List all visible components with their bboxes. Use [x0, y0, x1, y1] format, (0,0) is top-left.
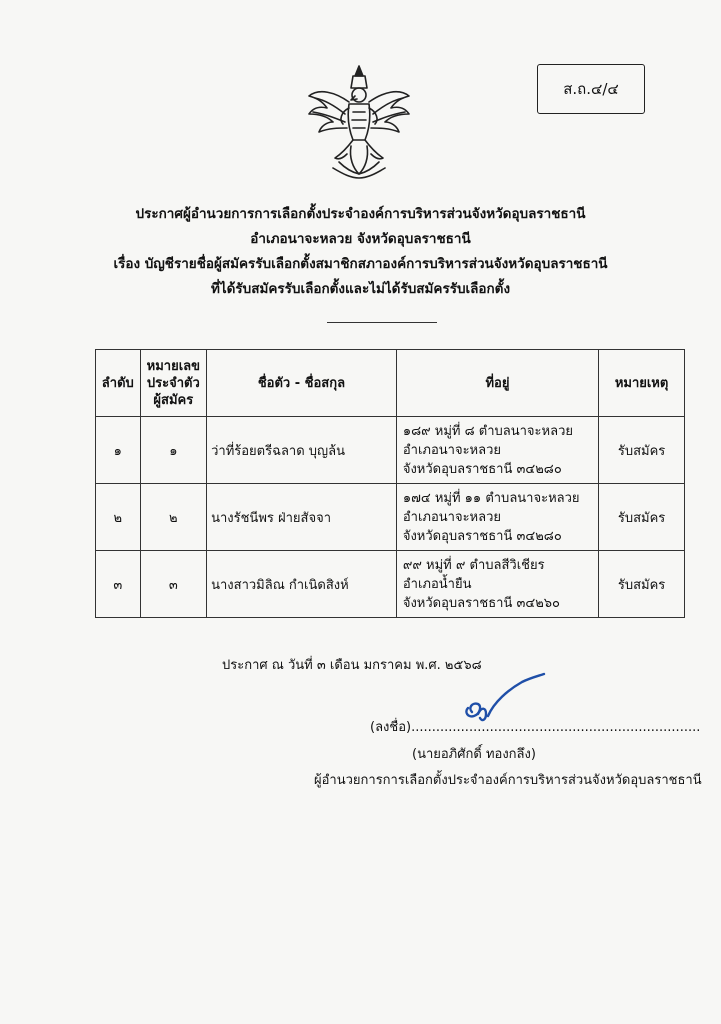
header-address: ที่อยู่ — [396, 350, 598, 417]
address-line-2: อำเภอนาจะหลวย — [402, 509, 502, 525]
heading-line-2: อำเภอนาจะหลวย จังหวัดอุบลราชธานี — [250, 231, 471, 247]
row-order: ๑ — [96, 417, 141, 484]
row-address — [396, 551, 598, 618]
heading-line-3: เรื่อง บัญชีรายชื่อผู้สมัครรับเลือกตั้งสมาชิกสภาองค์การบริหารส่วนจังหวัดอุบลราชธานี — [113, 256, 608, 272]
document-code-box — [537, 64, 645, 114]
address-line-3: จังหวัดอุบลราชธานี ๓๔๒๘๐ — [402, 528, 562, 544]
row-address — [396, 417, 598, 484]
address-line-2: อำเภอน้ำยืน — [402, 576, 472, 592]
row-note: รับสมัคร — [599, 551, 685, 618]
header-order: ลำดับ — [96, 350, 141, 417]
garuda-emblem-icon — [305, 62, 413, 180]
signer-name: (นายอภิศักดิ์ ทองกลึง) — [412, 747, 536, 762]
document-code: ส.ถ.๔/๔ — [563, 80, 619, 98]
row-name: นางรัชนีพร ฝ่ายสัจจา — [207, 484, 397, 551]
announcement-heading — [100, 202, 621, 302]
signer-title: ผู้อำนวยการการเลือกตั้งประจำองค์การบริหารส่วนจังหวัดอุบลราชธานี — [314, 773, 702, 788]
announcement-date: ประกาศ ณ วันที่ ๓ เดือน มกราคม พ.ศ. ๒๕๖๘ — [222, 658, 482, 673]
row-order: ๒ — [96, 484, 141, 551]
header-note: หมายเหตุ — [599, 350, 685, 417]
header-candidate-number — [140, 350, 207, 417]
address-line-2: อำเภอนาจะหลวย — [402, 442, 502, 458]
heading-divider — [327, 322, 437, 323]
address-line-1: ๑๘๙ หมู่ที่ ๘ ตำบลนาจะหลวย — [402, 423, 573, 439]
table-row — [96, 484, 685, 551]
address-line-1: ๙๙ หมู่ที่ ๙ ตำบลสีวิเชียร — [402, 557, 545, 573]
candidate-table — [95, 349, 685, 618]
row-candidate-number: ๑ — [140, 417, 207, 484]
header-name: ชื่อตัว - ชื่อสกุล — [207, 350, 397, 417]
header-number-line-3: ผู้สมัคร — [153, 392, 194, 408]
address-line-3: จังหวัดอุบลราชธานี ๓๔๒๖๐ — [402, 595, 560, 611]
row-name: นางสาวมิลิณ กำเนิดสิงห์ — [207, 551, 397, 618]
row-name: ว่าที่ร้อยตรีฉลาด บุญล้น — [207, 417, 397, 484]
heading-line-4: ที่ได้รับสมัครรับเลือกตั้งและไม่ได้รับสมัครรับเลือกตั้ง — [210, 281, 511, 297]
header-number-line-1: หมายเลข — [146, 358, 200, 374]
row-candidate-number: ๒ — [140, 484, 207, 551]
heading-line-1: ประกาศผู้อำนวยการการเลือกตั้งประจำองค์การบริหารส่วนจังหวัดอุบลราชธานี — [135, 206, 586, 222]
signature-line: (ลงชื่อ)...................................................................... — [370, 720, 701, 735]
address-line-3: จังหวัดอุบลราชธานี ๓๔๒๘๐ — [402, 461, 562, 477]
row-candidate-number: ๓ — [140, 551, 207, 618]
row-note: รับสมัคร — [599, 484, 685, 551]
header-number-line-2: ประจำตัว — [146, 375, 200, 391]
address-line-1: ๑๗๔ หมู่ที่ ๑๑ ตำบลนาจะหลวย — [402, 490, 580, 506]
row-order: ๓ — [96, 551, 141, 618]
row-note: รับสมัคร — [599, 417, 685, 484]
table-row — [96, 417, 685, 484]
table-header-row — [96, 350, 685, 417]
row-address — [396, 484, 598, 551]
table-row — [96, 551, 685, 618]
